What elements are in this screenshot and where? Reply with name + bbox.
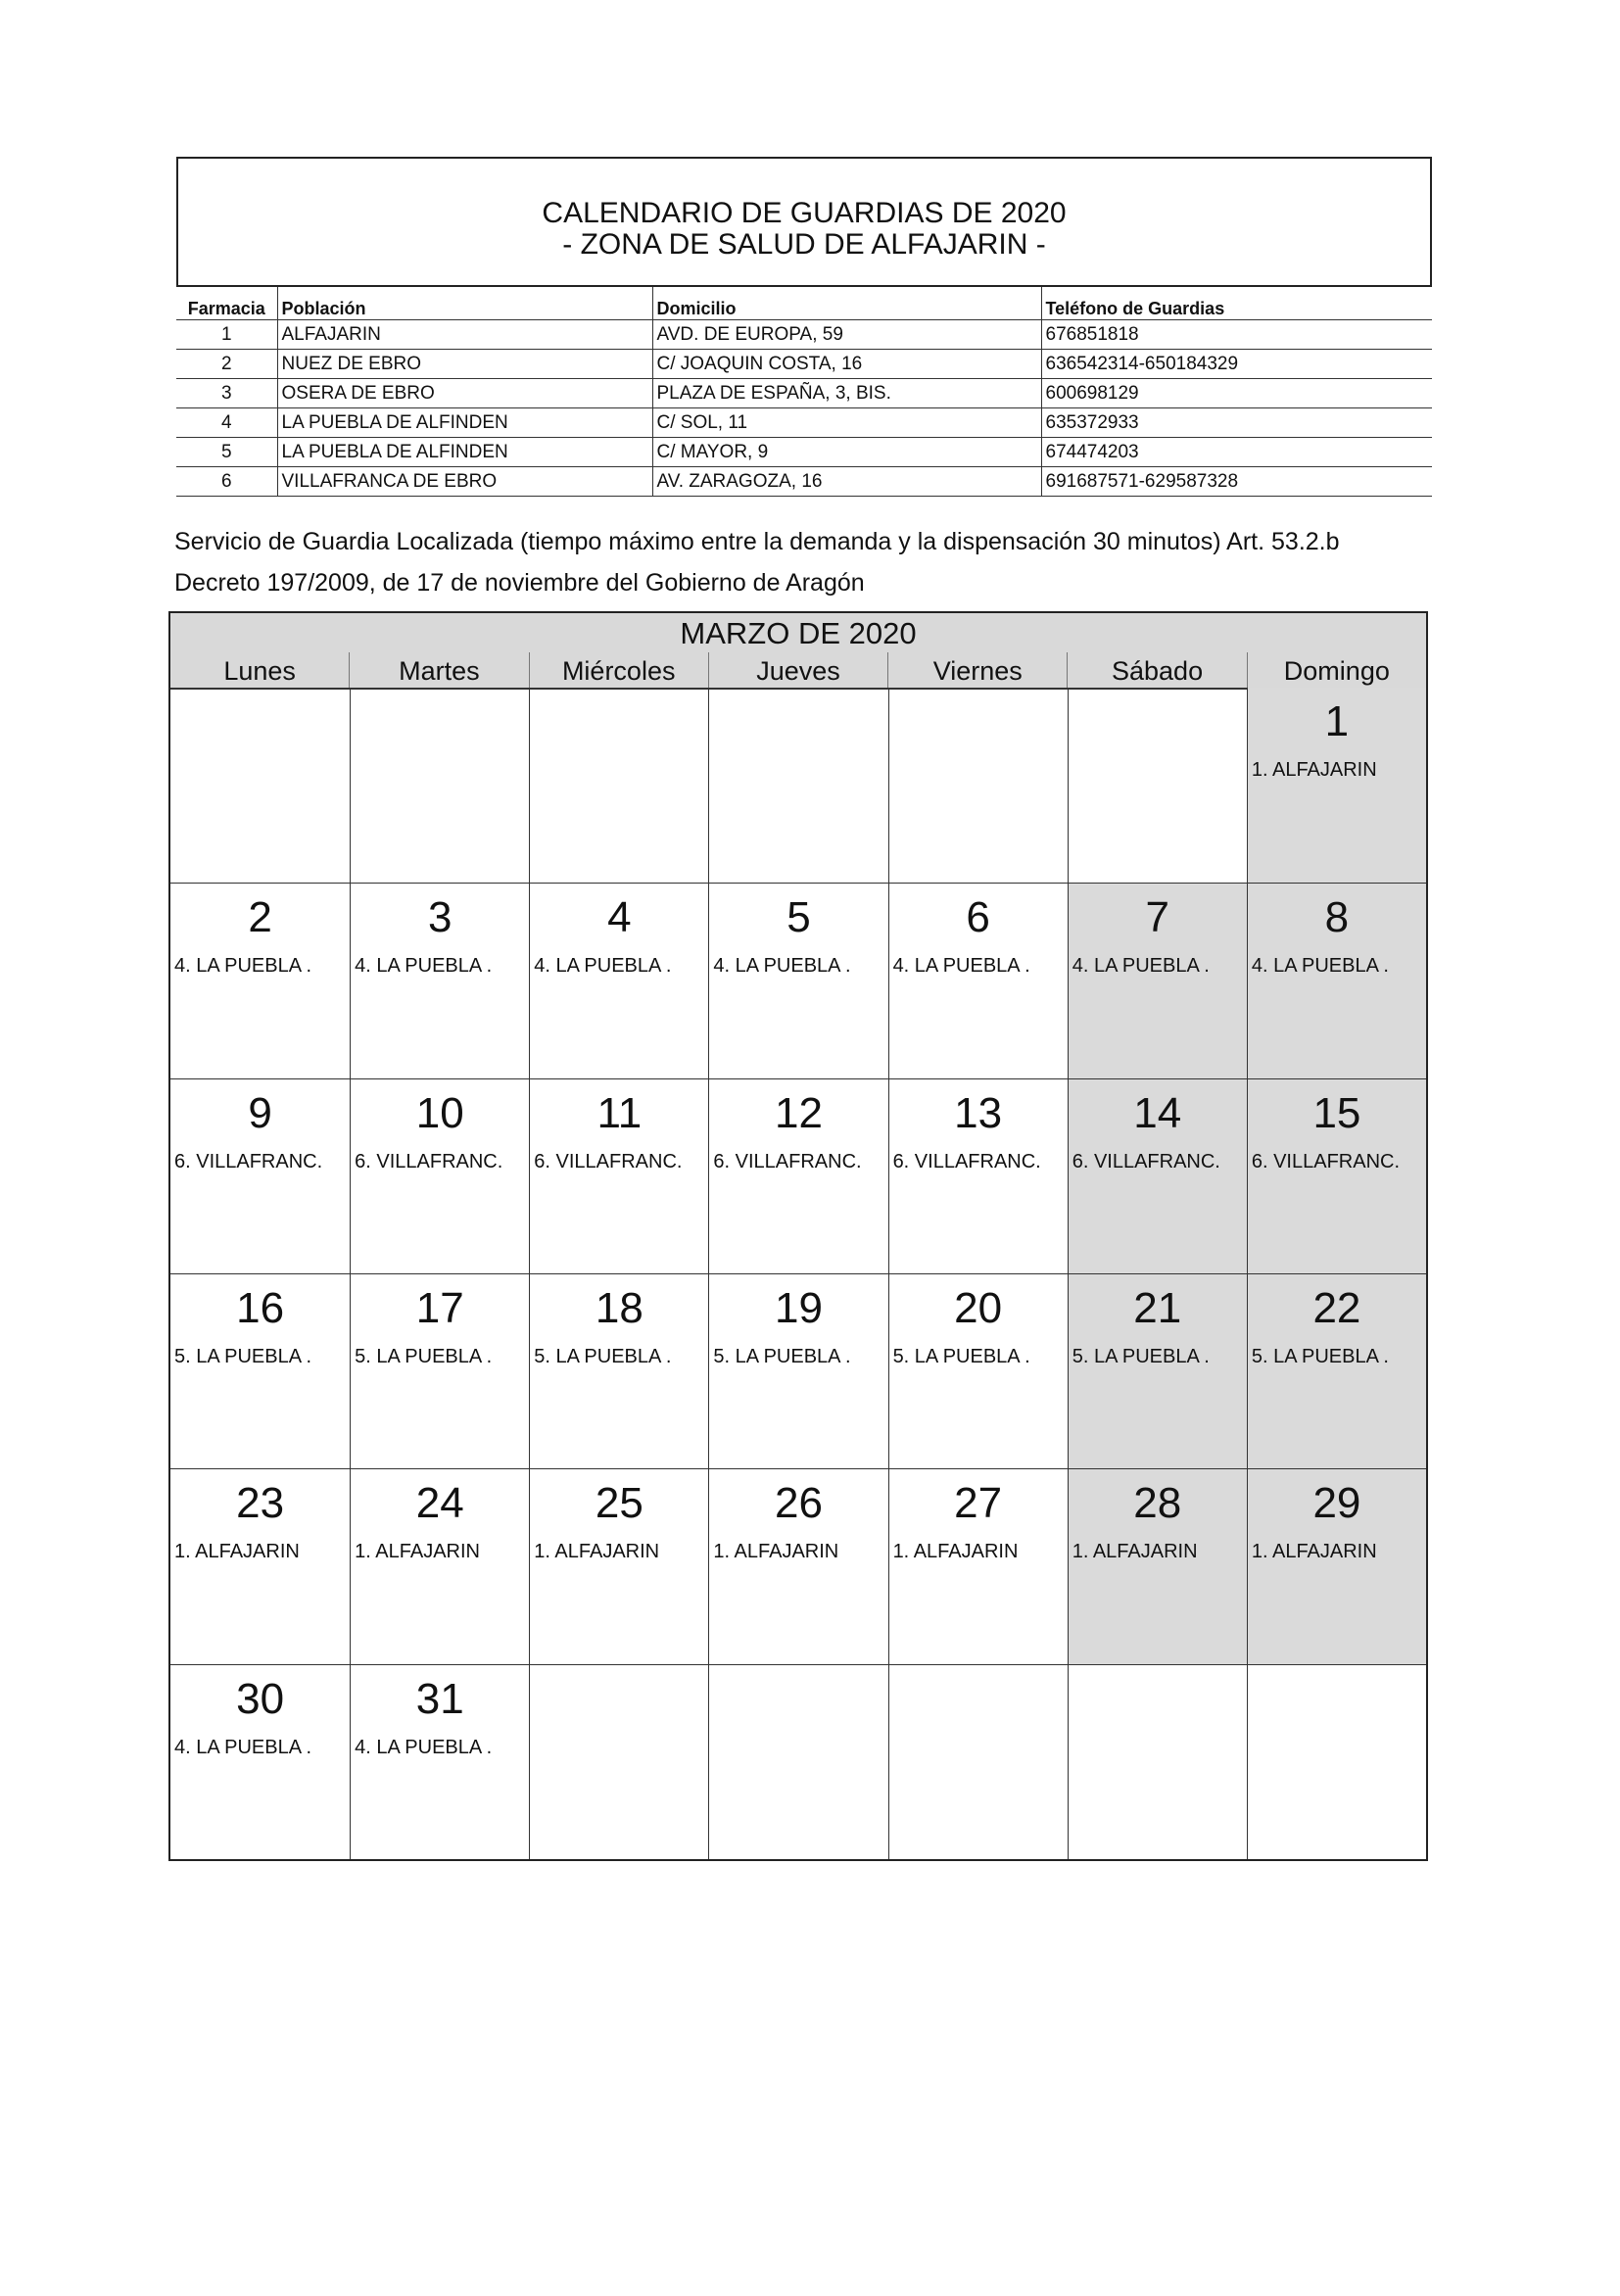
duty-pharmacy: 4. LA PUEBLA .	[174, 955, 312, 978]
duty-pharmacy: 6. VILLAFRANC.	[713, 1150, 862, 1172]
weekday-label: Viernes	[887, 652, 1067, 688]
pharmacy-address: AVD. DE EUROPA, 59	[652, 320, 1041, 350]
duty-pharmacy: 6. VILLAFRANC.	[174, 1150, 323, 1172]
pharmacy-phone: 600698129	[1041, 379, 1432, 408]
day-number: 24	[415, 1479, 464, 1528]
calendar-day-cell	[708, 1078, 887, 1273]
calendar-day-cell	[529, 1273, 708, 1468]
duty-pharmacy: 6. VILLAFRANC.	[892, 1150, 1041, 1172]
day-number: 21	[1133, 1283, 1182, 1332]
calendar-day-cell	[1068, 1664, 1247, 1859]
pharmacy-town: LA PUEBLA DE ALFINDEN	[277, 438, 652, 467]
duty-pharmacy: 5. LA PUEBLA .	[713, 1345, 851, 1367]
calendar-day-cell	[170, 1468, 350, 1663]
pharmacy-address: C/ MAYOR, 9	[652, 438, 1041, 467]
calendar-day-cell	[1068, 883, 1247, 1077]
day-number: 7	[1145, 893, 1170, 942]
duty-pharmacy: 4. LA PUEBLA .	[355, 955, 493, 978]
day-number: 31	[415, 1674, 464, 1723]
pharmacy-number: 6	[176, 467, 277, 497]
calendar-month-title: MARZO DE 2020	[170, 613, 1426, 653]
day-number: 4	[607, 893, 632, 942]
calendar-day-cell	[708, 883, 887, 1077]
calendar-day-cell	[1247, 883, 1426, 1077]
service-note-line1: Servicio de Guardia Localizada (tiempo máximo entre la demanda y la dispensación 30 minutos) Art. 53.2.b	[174, 528, 1340, 555]
duty-pharmacy: 5. LA PUEBLA .	[1251, 1345, 1389, 1367]
duty-pharmacy: 1. ALFAJARIN	[355, 1541, 480, 1563]
pharmacy-number: 5	[176, 438, 277, 467]
calendar-day-cell	[529, 1078, 708, 1273]
calendar	[168, 611, 1428, 1861]
column-header-telefono: Teléfono de Guardias	[1041, 287, 1432, 320]
day-number: 3	[427, 893, 453, 942]
duty-pharmacy: 4. LA PUEBLA .	[355, 1736, 493, 1758]
pharmacy-town: NUEZ DE EBRO	[277, 350, 652, 379]
service-note	[174, 521, 1448, 603]
weekday-label: Miércoles	[529, 652, 708, 688]
day-number: 2	[248, 893, 272, 942]
day-number: 28	[1133, 1479, 1182, 1528]
calendar-day-cell	[170, 1078, 350, 1273]
duty-pharmacy: 1. ALFAJARIN	[1251, 759, 1377, 781]
day-number: 20	[954, 1283, 1003, 1332]
pharmacy-town: ALFAJARIN	[277, 320, 652, 350]
pharmacy-row	[176, 379, 1432, 408]
calendar-day-cell	[1247, 1664, 1426, 1859]
duty-pharmacy: 1. ALFAJARIN	[1072, 1541, 1198, 1563]
duty-pharmacy: 4. LA PUEBLA .	[713, 955, 851, 978]
pharmacy-number: 1	[176, 320, 277, 350]
day-number: 17	[415, 1283, 464, 1332]
day-number: 26	[775, 1479, 823, 1528]
calendar-day-cell	[888, 688, 1068, 883]
duty-pharmacy: 1. ALFAJARIN	[892, 1541, 1019, 1563]
day-number: 30	[236, 1674, 285, 1723]
calendar-day-cell	[1068, 1078, 1247, 1273]
pharmacy-town: LA PUEBLA DE ALFINDEN	[277, 408, 652, 438]
calendar-day-cell	[1247, 688, 1426, 883]
day-number: 25	[595, 1479, 643, 1528]
calendar-day-cell	[888, 883, 1068, 1077]
day-number: 13	[954, 1088, 1003, 1137]
duty-pharmacy: 4. LA PUEBLA .	[534, 955, 672, 978]
weekday-label: Sábado	[1067, 652, 1246, 688]
weekday-label: Domingo	[1247, 652, 1426, 688]
day-number: 9	[248, 1088, 272, 1137]
pharmacy-address: C/ JOAQUIN COSTA, 16	[652, 350, 1041, 379]
pharmacy-table	[176, 287, 1432, 497]
pharmacy-number: 3	[176, 379, 277, 408]
calendar-day-cell	[708, 1273, 887, 1468]
calendar-day-cell	[708, 688, 887, 883]
column-header-poblacion: Población	[277, 287, 652, 320]
weekday-label: Jueves	[708, 652, 887, 688]
calendar-day-cell	[529, 1664, 708, 1859]
calendar-day-cell	[170, 1273, 350, 1468]
calendar-day-cell	[1068, 1468, 1247, 1663]
calendar-day-cell	[1247, 1468, 1426, 1663]
calendar-grid	[170, 688, 1426, 1859]
service-note-line2: Decreto 197/2009, de 17 de noviembre del Gobierno de Aragón	[174, 569, 865, 597]
day-number: 23	[236, 1479, 285, 1528]
duty-pharmacy: 5. LA PUEBLA .	[534, 1345, 672, 1367]
duty-pharmacy: 5. LA PUEBLA .	[355, 1345, 493, 1367]
duty-pharmacy: 4. LA PUEBLA .	[1251, 955, 1389, 978]
calendar-day-cell	[350, 1273, 529, 1468]
calendar-day-cell	[1068, 688, 1247, 883]
day-number: 16	[236, 1283, 285, 1332]
day-number: 18	[595, 1283, 643, 1332]
column-header-farmacia: Farmacia	[176, 287, 277, 320]
pharmacy-phone: 636542314-650184329	[1041, 350, 1432, 379]
duty-pharmacy: 1. ALFAJARIN	[713, 1541, 839, 1563]
day-number: 6	[966, 893, 990, 942]
pharmacy-row	[176, 320, 1432, 350]
calendar-day-cell	[170, 883, 350, 1077]
duty-pharmacy: 1. ALFAJARIN	[534, 1541, 660, 1563]
pharmacy-phone: 676851818	[1041, 320, 1432, 350]
pharmacy-number: 2	[176, 350, 277, 379]
weekday-label: Lunes	[223, 656, 296, 686]
duty-pharmacy: 1. ALFAJARIN	[1251, 1541, 1377, 1563]
day-number: 5	[786, 893, 811, 942]
duty-pharmacy: 4. LA PUEBLA .	[174, 1736, 312, 1758]
calendar-day-cell	[350, 883, 529, 1077]
pharmacy-row	[176, 408, 1432, 438]
duty-pharmacy: 5. LA PUEBLA .	[892, 1345, 1030, 1367]
duty-pharmacy: 6. VILLAFRANC.	[355, 1150, 503, 1172]
pharmacy-row	[176, 467, 1432, 497]
page-subtitle: - ZONA DE SALUD DE ALFAJARIN -	[562, 228, 1046, 261]
pharmacy-town: VILLAFRANCA DE EBRO	[277, 467, 652, 497]
calendar-day-cell	[1247, 1078, 1426, 1273]
day-number: 29	[1312, 1479, 1361, 1528]
pharmacy-row	[176, 350, 1432, 379]
duty-pharmacy: 6. VILLAFRANC.	[1072, 1150, 1220, 1172]
calendar-day-cell	[888, 1468, 1068, 1663]
calendar-day-cell	[350, 1078, 529, 1273]
pharmacy-address: PLAZA DE ESPAÑA, 3, BIS.	[652, 379, 1041, 408]
calendar-day-cell	[1247, 1273, 1426, 1468]
calendar-day-cell	[888, 1078, 1068, 1273]
calendar-day-cell	[708, 1468, 887, 1663]
column-header-domicilio: Domicilio	[652, 287, 1041, 320]
duty-pharmacy: 4. LA PUEBLA .	[892, 955, 1030, 978]
pharmacy-address: AV. ZARAGOZA, 16	[652, 467, 1041, 497]
title-box	[176, 157, 1432, 287]
calendar-day-cell	[350, 688, 529, 883]
calendar-day-cell	[888, 1273, 1068, 1468]
calendar-day-cell	[170, 1664, 350, 1859]
pharmacy-phone: 635372933	[1041, 408, 1432, 438]
day-number: 15	[1312, 1088, 1361, 1137]
day-number: 1	[1324, 697, 1350, 745]
calendar-day-cell	[888, 1664, 1068, 1859]
calendar-day-cell	[529, 883, 708, 1077]
day-number: 8	[1324, 893, 1350, 942]
calendar-day-cell	[170, 688, 350, 883]
pharmacy-row	[176, 438, 1432, 467]
day-number: 14	[1133, 1088, 1182, 1137]
calendar-day-cell	[350, 1664, 529, 1859]
day-number: 27	[954, 1479, 1003, 1528]
day-number: 12	[775, 1088, 823, 1137]
calendar-day-cell	[1068, 1273, 1247, 1468]
pharmacy-number: 4	[176, 408, 277, 438]
duty-pharmacy: 6. VILLAFRANC.	[534, 1150, 683, 1172]
pharmacy-address: C/ SOL, 11	[652, 408, 1041, 438]
pharmacy-table-header	[176, 287, 1432, 320]
weekday-label: Martes	[349, 652, 528, 688]
calendar-weekday-header	[170, 652, 1426, 690]
pharmacy-town: OSERA DE EBRO	[277, 379, 652, 408]
calendar-day-cell	[529, 688, 708, 883]
duty-pharmacy: 5. LA PUEBLA .	[1072, 1345, 1210, 1367]
calendar-day-cell	[708, 1664, 887, 1859]
pharmacy-phone: 691687571-629587328	[1041, 467, 1432, 497]
day-number: 10	[415, 1088, 464, 1137]
day-number: 22	[1312, 1283, 1361, 1332]
calendar-day-cell	[350, 1468, 529, 1663]
page-title: CALENDARIO DE GUARDIAS DE 2020	[542, 197, 1067, 229]
day-number: 19	[775, 1283, 823, 1332]
duty-pharmacy: 6. VILLAFRANC.	[1251, 1150, 1401, 1172]
calendar-day-cell	[529, 1468, 708, 1663]
duty-pharmacy: 5. LA PUEBLA .	[174, 1345, 312, 1367]
day-number: 11	[596, 1088, 643, 1137]
duty-pharmacy: 1. ALFAJARIN	[174, 1541, 300, 1563]
duty-pharmacy: 4. LA PUEBLA .	[1072, 955, 1210, 978]
pharmacy-phone: 674474203	[1041, 438, 1432, 467]
